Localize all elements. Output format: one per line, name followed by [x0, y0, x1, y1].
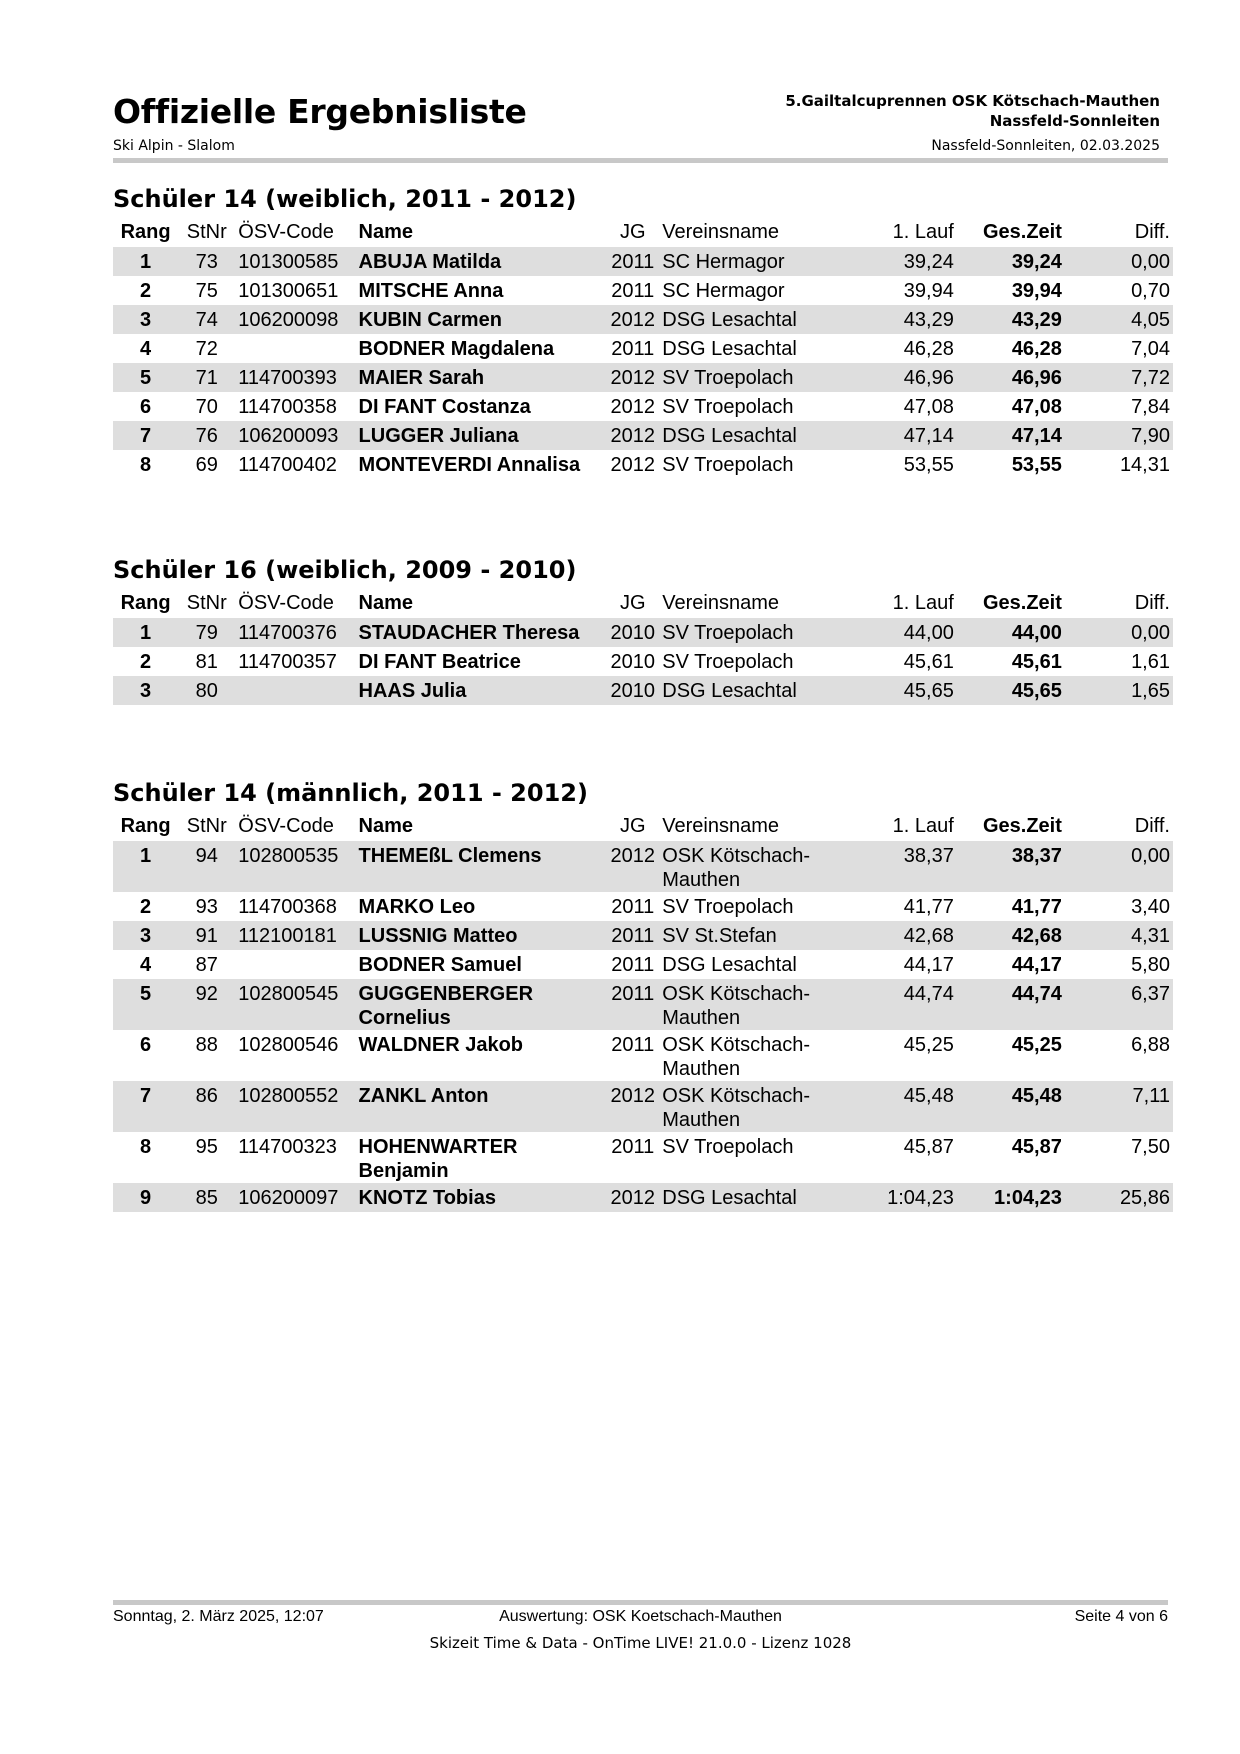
results-body: [113, 841, 1173, 1212]
jg-cell: 2010: [606, 676, 659, 705]
club-cell: OSK Kötschach-Mauthen: [659, 979, 838, 1030]
diff-cell: 6,88: [1131, 1034, 1170, 1056]
rang-cell: 2: [140, 896, 152, 918]
code-cell: 102800546: [238, 1034, 339, 1056]
ges-cell: 53,55: [1011, 454, 1062, 476]
col-name: Name: [358, 220, 414, 243]
code-cell: 106200098: [235, 305, 355, 334]
name-cell: BODNER Magdalena: [358, 338, 555, 360]
lauf1-cell: 46,28: [903, 338, 954, 360]
lauf1-cell: 47,14: [839, 421, 957, 450]
rang-cell: 2: [140, 651, 152, 673]
lauf1-cell: 41,77: [903, 896, 954, 918]
name-cell: THEMEßL Clemens: [356, 841, 607, 892]
jg-cell: 2012: [606, 841, 659, 892]
jg-cell: 2011: [611, 280, 655, 302]
name-cell: MARKO Leo: [358, 896, 476, 918]
lauf1-cell: 42,68: [839, 921, 957, 950]
footer-divider: [113, 1600, 1168, 1605]
rang-cell: 2: [140, 280, 152, 302]
table-row: [113, 450, 1173, 479]
stnr-cell: 95: [195, 1136, 218, 1158]
club-cell: DSG Lesachtal: [659, 1183, 838, 1212]
club-cell: DSG Lesachtal: [659, 421, 838, 450]
jg-cell: 2012: [606, 1081, 659, 1132]
name-cell: LUSSNIG Matteo: [356, 921, 607, 950]
table-row: [113, 950, 1173, 979]
club-cell: OSK Kötschach-Mauthen: [659, 1081, 838, 1132]
jg-cell: 2011: [606, 247, 659, 276]
club-cell: SV St.Stefan: [659, 921, 838, 950]
stnr-cell: 87: [195, 954, 218, 976]
club-cell: DSG Lesachtal: [662, 338, 797, 360]
jg-cell: 2011: [611, 1136, 655, 1158]
jg-cell: 2012: [610, 396, 655, 418]
stnr-cell: 86: [178, 1081, 235, 1132]
diff-cell: 1,65: [1065, 676, 1173, 705]
lauf1-cell: 45,61: [903, 651, 954, 673]
code-cell: 114700358: [238, 396, 337, 418]
col-lauf1: 1. Lauf: [892, 814, 954, 837]
diff-cell: 7,11: [1065, 1081, 1173, 1132]
col-name: Name: [358, 814, 414, 837]
col-ges: Ges.Zeit: [982, 814, 1062, 837]
results-section: [113, 775, 1173, 1212]
footer-datetime: Sonntag, 2. März 2025, 12:07: [113, 1608, 324, 1625]
stnr-cell: 88: [195, 1034, 218, 1056]
jg-cell: 2012: [606, 421, 659, 450]
results-table: [113, 217, 1173, 479]
diff-cell: 7,84: [1131, 396, 1170, 418]
ges-cell: 41,77: [1011, 896, 1062, 918]
rang-cell: 5: [113, 363, 178, 392]
stnr-cell: 92: [178, 979, 235, 1030]
place-date: Nassfeld-Sonnleiten, 02.03.2025: [931, 138, 1160, 154]
rang-cell: 8: [140, 454, 152, 476]
name-cell: WALDNER Jakob: [358, 1034, 524, 1056]
code-cell: 114700402: [238, 454, 337, 476]
table-row: [113, 334, 1173, 363]
col-club: Vereinsname: [662, 220, 779, 243]
jg-cell: 2011: [606, 979, 659, 1030]
name-cell: KNOTZ Tobias: [356, 1183, 607, 1212]
ges-cell: 45,65: [957, 676, 1065, 705]
diff-cell: 7,90: [1065, 421, 1173, 450]
stnr-cell: 79: [178, 618, 235, 647]
name-cell: KUBIN Carmen: [356, 305, 607, 334]
document-header: [113, 88, 1168, 160]
code-cell: 114700323: [238, 1136, 337, 1158]
document-title: Offizielle Ergebnisliste: [113, 92, 527, 131]
jg-cell: 2011: [611, 954, 655, 976]
event-name: 5.Gailtalcuprennen OSK Kötschach-Mauthen: [785, 92, 1160, 110]
rang-cell: 6: [140, 396, 152, 418]
table-row: [113, 421, 1173, 450]
table-row: [113, 979, 1173, 1030]
lauf1-cell: 43,29: [839, 305, 957, 334]
rang-cell: 4: [140, 338, 152, 360]
table-header-row: [113, 588, 1173, 618]
diff-cell: 5,80: [1131, 954, 1170, 976]
table-row: [113, 276, 1173, 305]
lauf1-cell: 46,96: [839, 363, 957, 392]
code-cell: 112100181: [235, 921, 355, 950]
rang-cell: 1: [113, 841, 178, 892]
name-cell: DI FANT Beatrice: [358, 651, 521, 673]
diff-cell: 4,31: [1065, 921, 1173, 950]
section-title: Schüler 16 (weiblich, 2009 - 2010): [113, 556, 577, 584]
jg-cell: 2012: [606, 363, 659, 392]
col-diff: Diff.: [1134, 814, 1170, 837]
ges-cell: 44,00: [957, 618, 1065, 647]
lauf1-cell: 45,25: [903, 1034, 954, 1056]
results-page: [113, 0, 1168, 1754]
code-cell: 106200093: [235, 421, 355, 450]
name-cell: ZANKL Anton: [356, 1081, 607, 1132]
col-stnr: StNr: [186, 591, 227, 614]
stnr-cell: 80: [178, 676, 235, 705]
section-title: Schüler 14 (weiblich, 2011 - 2012): [113, 185, 577, 213]
col-rang: Rang: [120, 591, 171, 614]
diff-cell: 3,40: [1131, 896, 1170, 918]
rang-cell: 1: [113, 618, 178, 647]
results-table: [113, 588, 1173, 705]
diff-cell: 1,61: [1131, 651, 1170, 673]
diff-cell: 6,37: [1065, 979, 1173, 1030]
ges-cell: 38,37: [957, 841, 1065, 892]
ges-cell: 39,94: [1011, 280, 1062, 302]
lauf1-cell: 39,24: [839, 247, 957, 276]
table-row: [113, 1183, 1173, 1212]
table-row: [113, 247, 1173, 276]
club-cell: OSK Kötschach-Mauthen: [662, 1034, 811, 1080]
rang-cell: 6: [140, 1034, 152, 1056]
col-ges: Ges.Zeit: [982, 220, 1062, 243]
col-jg: JG: [619, 220, 646, 243]
lauf1-cell: 44,74: [839, 979, 957, 1030]
rang-cell: 7: [113, 1081, 178, 1132]
table-row: [113, 363, 1173, 392]
col-diff: Diff.: [1134, 591, 1170, 614]
footer-evaluation: Auswertung: OSK Koetschach-Mauthen: [499, 1608, 782, 1625]
lauf1-cell: 53,55: [903, 454, 954, 476]
results-table: [113, 811, 1173, 1212]
table-row: [113, 392, 1173, 421]
lauf1-cell: 44,17: [903, 954, 954, 976]
ges-cell: 46,28: [1011, 338, 1062, 360]
lauf1-cell: 44,00: [839, 618, 957, 647]
club-cell: SC Hermagor: [662, 280, 785, 302]
code-cell: 114700357: [238, 651, 337, 673]
name-cell: LUGGER Juliana: [356, 421, 607, 450]
lauf1-cell: 47,08: [903, 396, 954, 418]
col-stnr: StNr: [186, 220, 227, 243]
ges-cell: 1:04,23: [957, 1183, 1065, 1212]
code-cell: 101300585: [235, 247, 355, 276]
col-ges: Ges.Zeit: [982, 591, 1062, 614]
ges-cell: 45,25: [1011, 1034, 1062, 1056]
jg-cell: 2011: [611, 1034, 655, 1056]
club-cell: DSG Lesachtal: [662, 954, 797, 976]
diff-cell: 0,00: [1065, 841, 1173, 892]
club-cell: SV Troepolach: [662, 396, 794, 418]
lauf1-cell: 38,37: [839, 841, 957, 892]
stnr-cell: 94: [178, 841, 235, 892]
jg-cell: 2012: [606, 305, 659, 334]
col-name: Name: [358, 591, 414, 614]
club-cell: SV Troepolach: [659, 618, 838, 647]
club-cell: DSG Lesachtal: [659, 305, 838, 334]
rang-cell: 3: [113, 305, 178, 334]
ges-cell: 45,48: [957, 1081, 1065, 1132]
stnr-cell: 73: [178, 247, 235, 276]
stnr-cell: 81: [195, 651, 218, 673]
event-place: Nassfeld-Sonnleiten: [989, 112, 1160, 130]
name-cell: STAUDACHER Theresa: [356, 618, 607, 647]
club-cell: SV Troepolach: [662, 454, 794, 476]
table-row: [113, 892, 1173, 921]
jg-cell: 2011: [606, 921, 659, 950]
ges-cell: 45,61: [1011, 651, 1062, 673]
table-row: [113, 647, 1173, 676]
col-stnr: StNr: [186, 814, 227, 837]
stnr-cell: 85: [178, 1183, 235, 1212]
col-lauf1: 1. Lauf: [892, 220, 954, 243]
table-row: [113, 1030, 1173, 1081]
name-cell: MITSCHE Anna: [358, 280, 504, 302]
table-header-row: [113, 217, 1173, 247]
ges-cell: 44,17: [1011, 954, 1062, 976]
stnr-cell: 76: [178, 421, 235, 450]
diff-cell: 7,04: [1131, 338, 1170, 360]
col-jg: JG: [619, 591, 646, 614]
club-cell: SV Troepolach: [662, 896, 794, 918]
table-row: [113, 1081, 1173, 1132]
code-cell: 114700393: [235, 363, 355, 392]
discipline: Ski Alpin - Slalom: [113, 138, 235, 154]
rang-cell: 8: [140, 1136, 152, 1158]
code-cell: [235, 950, 355, 979]
club-cell: SC Hermagor: [659, 247, 838, 276]
stnr-cell: 72: [195, 338, 218, 360]
ges-cell: 45,87: [1011, 1136, 1062, 1158]
ges-cell: 42,68: [957, 921, 1065, 950]
col-diff: Diff.: [1134, 220, 1170, 243]
rang-cell: 1: [113, 247, 178, 276]
code-cell: 102800545: [235, 979, 355, 1030]
results-body: [113, 247, 1173, 479]
results-section: [113, 552, 1173, 705]
club-cell: SV Troepolach: [662, 1136, 794, 1158]
jg-cell: 2012: [606, 1183, 659, 1212]
lauf1-cell: 39,94: [903, 280, 954, 302]
ges-cell: 39,24: [957, 247, 1065, 276]
rang-cell: 3: [113, 676, 178, 705]
table-row: [113, 1132, 1173, 1183]
table-row: [113, 841, 1173, 892]
table-row: [113, 676, 1173, 705]
ges-cell: 46,96: [957, 363, 1065, 392]
results-body: [113, 618, 1173, 705]
name-cell: ABUJA Matilda: [356, 247, 607, 276]
stnr-cell: 74: [178, 305, 235, 334]
col-code: ÖSV-Code: [238, 814, 334, 837]
table-header-row: [113, 811, 1173, 841]
stnr-cell: 93: [195, 896, 218, 918]
name-cell: BODNER Samuel: [358, 954, 522, 976]
code-cell: [235, 334, 355, 363]
stnr-cell: 70: [195, 396, 218, 418]
col-club: Vereinsname: [662, 591, 779, 614]
stnr-cell: 69: [195, 454, 218, 476]
ges-cell: 47,08: [1011, 396, 1062, 418]
code-cell: 102800552: [235, 1081, 355, 1132]
lauf1-cell: 45,65: [839, 676, 957, 705]
diff-cell: 0,00: [1065, 618, 1173, 647]
name-cell: DI FANT Costanza: [358, 396, 531, 418]
diff-cell: 14,31: [1119, 454, 1170, 476]
results-section: [113, 181, 1173, 479]
jg-cell: 2010: [606, 618, 659, 647]
col-lauf1: 1. Lauf: [892, 591, 954, 614]
diff-cell: 0,00: [1065, 247, 1173, 276]
jg-cell: 2011: [611, 896, 655, 918]
stnr-cell: 71: [178, 363, 235, 392]
code-cell: 114700376: [235, 618, 355, 647]
rang-cell: 3: [113, 921, 178, 950]
rang-cell: 4: [140, 954, 152, 976]
ges-cell: 44,74: [957, 979, 1065, 1030]
col-jg: JG: [619, 814, 646, 837]
lauf1-cell: 1:04,23: [839, 1183, 957, 1212]
rang-cell: 9: [113, 1183, 178, 1212]
jg-cell: 2012: [610, 454, 655, 476]
table-row: [113, 305, 1173, 334]
diff-cell: 7,72: [1065, 363, 1173, 392]
col-code: ÖSV-Code: [238, 220, 334, 243]
lauf1-cell: 45,87: [903, 1136, 954, 1158]
stnr-cell: 91: [178, 921, 235, 950]
code-cell: 101300651: [238, 280, 339, 302]
code-cell: 114700368: [238, 896, 337, 918]
name-cell: GUGGENBERGER Cornelius: [356, 979, 607, 1030]
header-divider: [113, 158, 1168, 163]
col-club: Vereinsname: [662, 814, 779, 837]
diff-cell: 25,86: [1065, 1183, 1173, 1212]
name-cell: HOHENWARTER Benjamin: [358, 1136, 518, 1182]
club-cell: OSK Kötschach-Mauthen: [659, 841, 838, 892]
rang-cell: 7: [113, 421, 178, 450]
jg-cell: 2011: [611, 338, 655, 360]
section-title: Schüler 14 (männlich, 2011 - 2012): [113, 779, 588, 807]
stnr-cell: 75: [195, 280, 218, 302]
diff-cell: 0,70: [1131, 280, 1170, 302]
name-cell: HAAS Julia: [356, 676, 607, 705]
code-cell: [235, 676, 355, 705]
lauf1-cell: 45,48: [839, 1081, 957, 1132]
table-row: [113, 921, 1173, 950]
club-cell: DSG Lesachtal: [659, 676, 838, 705]
footer-page-number: Seite 4 von 6: [1074, 1608, 1168, 1625]
name-cell: MAIER Sarah: [356, 363, 607, 392]
name-cell: MONTEVERDI Annalisa: [358, 454, 581, 476]
table-row: [113, 618, 1173, 647]
col-rang: Rang: [120, 220, 171, 243]
club-cell: SV Troepolach: [662, 651, 794, 673]
code-cell: 106200097: [235, 1183, 355, 1212]
diff-cell: 7,50: [1131, 1136, 1170, 1158]
col-code: ÖSV-Code: [238, 591, 334, 614]
code-cell: 102800535: [235, 841, 355, 892]
ges-cell: 47,14: [957, 421, 1065, 450]
rang-cell: 5: [113, 979, 178, 1030]
col-rang: Rang: [120, 814, 171, 837]
footer-software: Skizeit Time & Data - OnTime LIVE! 21.0.0 - Lizenz 1028: [429, 1634, 852, 1652]
club-cell: SV Troepolach: [659, 363, 838, 392]
diff-cell: 4,05: [1065, 305, 1173, 334]
jg-cell: 2010: [610, 651, 655, 673]
ges-cell: 43,29: [957, 305, 1065, 334]
